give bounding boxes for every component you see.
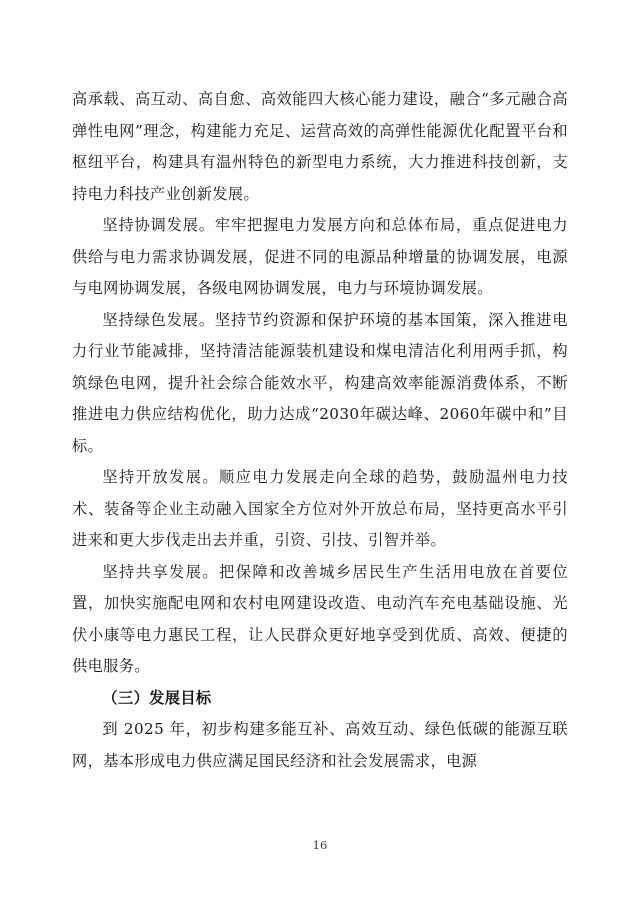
- paragraph: 坚持共享发展。把保障和改善城乡居民生产生活用电放在首要位置，加快实施配电网和农村电网建设改造、电动汽车充电基础设施、光伏小康等电力惠民工程，让人民群众更好地享受到优质、高效、便捷的供电服务。: [72, 562, 568, 675]
- page-content: [72, 84, 568, 777]
- section-heading: （三）发展目标: [102, 688, 212, 707]
- paragraph: 坚持绿色发展。坚持节约资源和保护环境的基本国策，深入推进电力行业节能减排，坚持清洁能源装机建设和煤电清洁化利用两手抓，构筑绿色电网，提升社会综合能效水平，构建高效率能源消费体系，不断推进电力供应结构优化，助力达成“2030年碳达峰、2060年碳中和”目标。: [72, 310, 568, 455]
- paragraph: 坚持开放发展。顺应电力发展走向全球的趋势，鼓励温州电力技术、装备等企业主动融入国家全方位对外开放总布局，坚持更高水平引进来和更大步伐走出去并重，引资、引技、引智并举。: [72, 468, 568, 549]
- paragraph: 到 2025 年，初步构建多能互补、高效互动、绿色低碳的能源互联网，基本形成电力供应满足国民经济和社会发展需求，电源: [72, 720, 568, 770]
- page-number: 16: [312, 838, 328, 852]
- paragraph: 高承载、高互动、高自愈、高效能四大核心能力建设，融合“多元融合高弹性电网”理念，构建能力充足、运营高效的高弹性能源优化配置平台和枢纽平台，构建具有温州特色的新型电力系统，大力推进科技创新，支持电力科技产业创新发展。: [72, 90, 568, 203]
- paragraph: 坚持协调发展。牢牢把握电力发展方向和总体布局，重点促进电力供给与电力需求协调发展，促进不同的电源品种增量的协调发展，电源与电网协调发展，各级电网协调发展，电力与环境协调发展。: [72, 216, 568, 297]
